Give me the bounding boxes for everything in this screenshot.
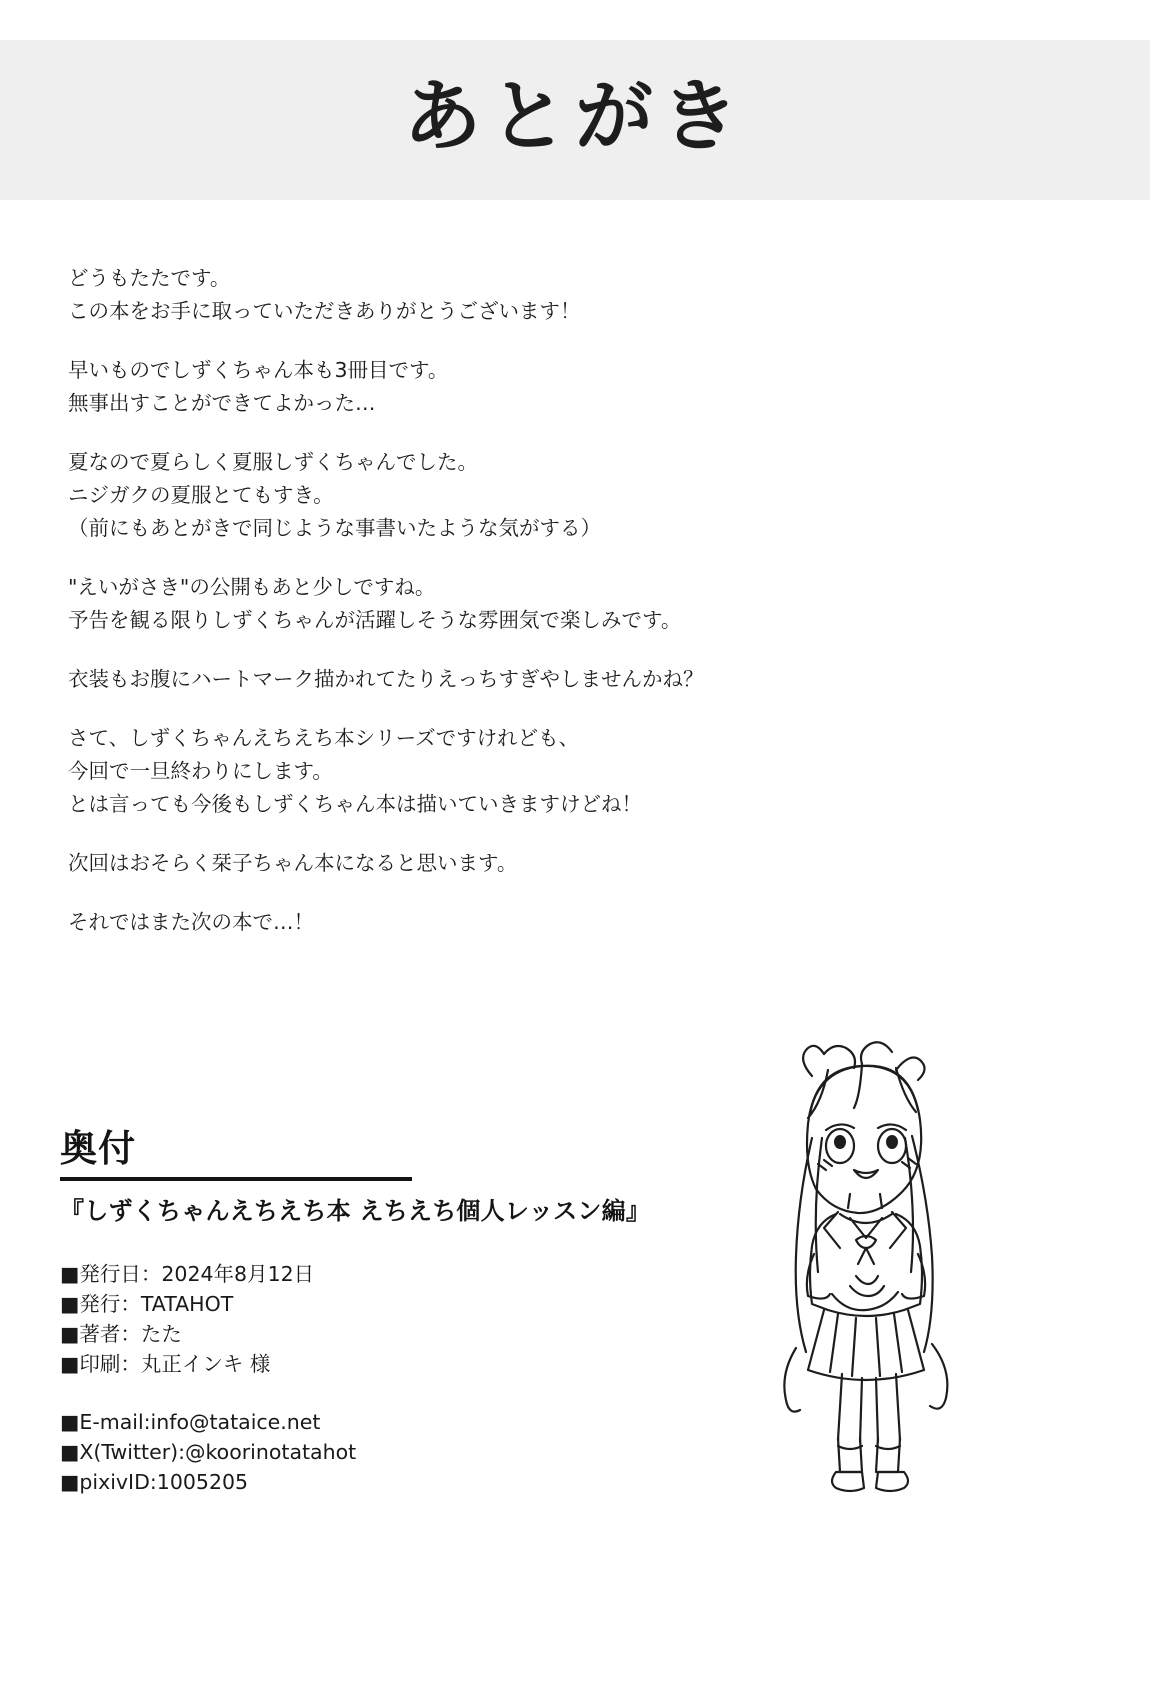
afterword-paragraph [68, 262, 1028, 328]
colophon-publication-list [60, 1259, 700, 1379]
afterword-line: この本をお手に取っていただきありがとうございます！ [68, 299, 581, 323]
colophon-divider [60, 1177, 412, 1181]
afterword-line: どうもたたです。 [68, 266, 231, 290]
afterword-paragraph [68, 663, 1028, 696]
list-item: ■発行：TATAHOT [60, 1292, 234, 1317]
afterword-paragraph [68, 847, 1028, 880]
list-item: ■印刷：丸正インキ 様 [60, 1352, 271, 1377]
afterword-header-band [0, 40, 1150, 200]
colophon-spacer [60, 1379, 700, 1407]
afterword-paragraph [68, 722, 1028, 821]
afterword-paragraph [68, 354, 1028, 420]
colophon-heading: 奥付 [60, 1127, 137, 1170]
colophon-contact-list [60, 1407, 700, 1497]
afterword-line: （前にもあとがきで同じような事書いたような気がする） [68, 516, 601, 540]
afterword-text [68, 262, 1028, 939]
afterword-line: 無事出すことができてよかった… [68, 391, 376, 415]
afterword-line: 衣装もお腹にハートマーク描かれてたりえっちすぎやしませんかね？ [68, 667, 704, 691]
list-item: ■X(Twitter):@koorinotatahot [60, 1440, 357, 1465]
afterword-paragraph [68, 446, 1028, 545]
page-title: あとがき [403, 72, 747, 162]
afterword-line: 夏なので夏らしく夏服しずくちゃんでした。 [68, 450, 478, 474]
colophon-book-title: 『しずくちゃんえちえち本 えちえち個人レッスン編』 [60, 1196, 651, 1225]
afterword-line: とは言っても今後もしずくちゃん本は描いていきますけどね！ [68, 792, 642, 816]
afterword-paragraph [68, 906, 1028, 939]
afterword-line: 次回はおそらく栞子ちゃん本になると思います。 [68, 851, 518, 875]
list-item: ■発行日：2024年8月12日 [60, 1262, 315, 1287]
chibi-character-illustration [700, 1018, 1030, 1538]
afterword-line: 予告を観る限りしずくちゃんが活躍しそうな雰囲気で楽しみです。 [68, 608, 682, 632]
afterword-line: さて、しずくちゃんえちえち本シリーズですけれども、 [68, 726, 580, 750]
list-item: ■著者：たた [60, 1322, 182, 1347]
afterword-line: "えいがさき"の公開もあと少しですね。 [68, 575, 436, 599]
list-item: ■pixivID:1005205 [60, 1470, 249, 1495]
afterword-paragraph [68, 571, 1028, 637]
afterword-line: 早いものでしずくちゃん本も3冊目です。 [68, 358, 449, 382]
afterword-line: それではまた次の本で…！ [68, 910, 314, 934]
list-item: ■E-mail:info@tataice.net [60, 1410, 321, 1435]
afterword-line: 今回で一旦終わりにします。 [68, 759, 333, 783]
afterword-line: ニジガクの夏服とてもすき。 [68, 483, 334, 507]
colophon [60, 1128, 700, 1497]
